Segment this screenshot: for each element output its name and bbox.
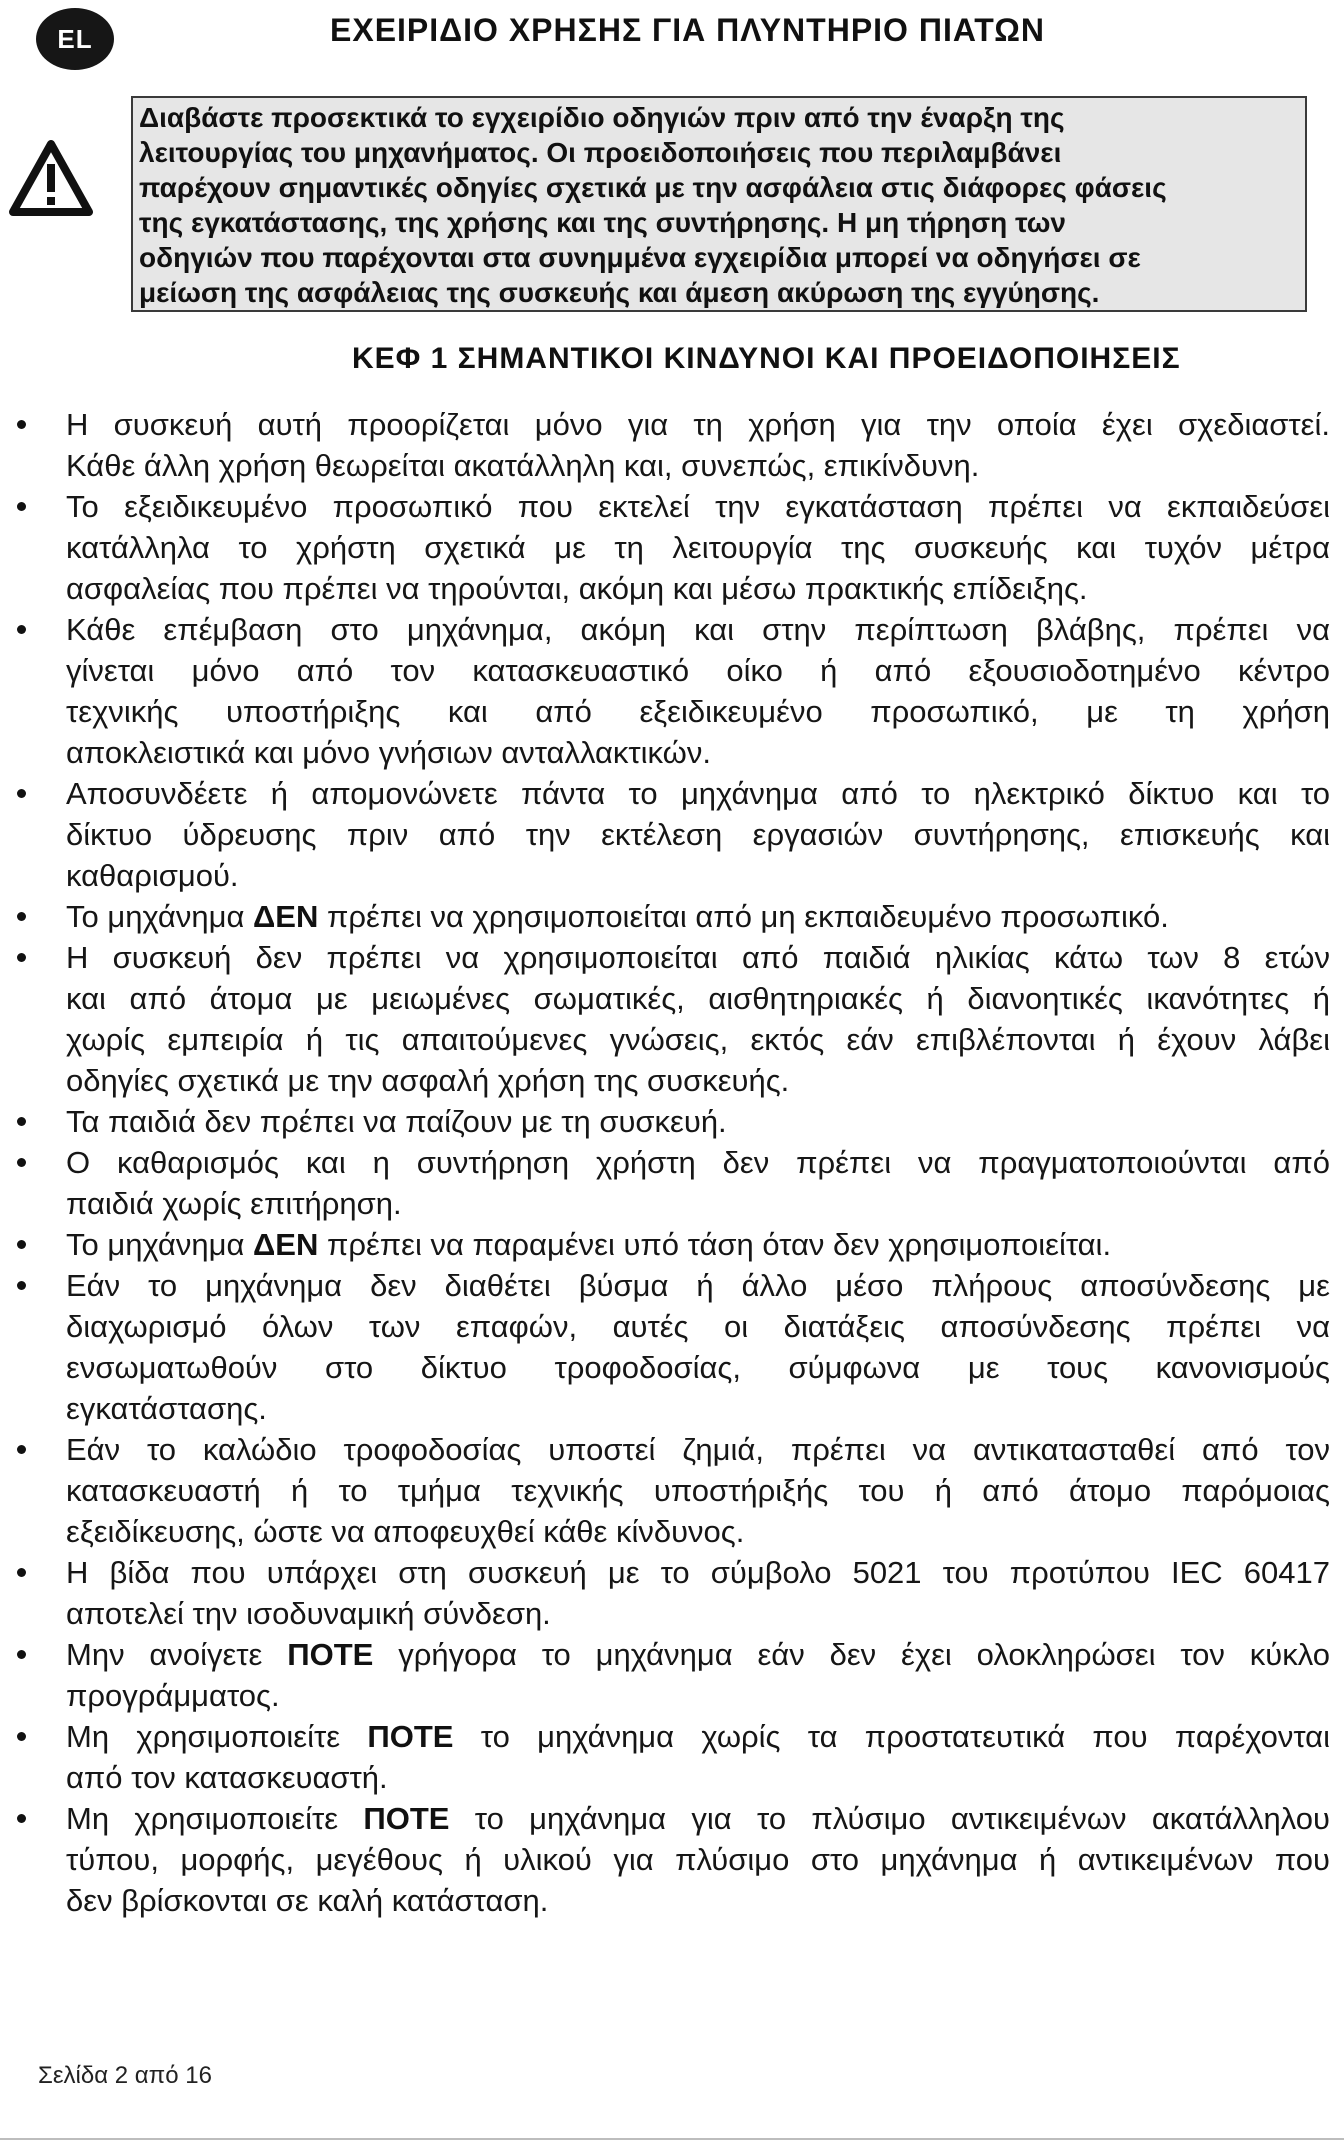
rule-line <box>66 1634 1330 1675</box>
rule-line <box>66 568 1330 609</box>
rule-text: Μη χρησιμοποιείτε <box>66 1801 364 1836</box>
rule-line <box>66 814 1330 855</box>
bullet-dot-icon <box>17 789 26 798</box>
rule-line <box>66 1839 1330 1880</box>
rule-item <box>0 1101 1344 1142</box>
rule-item <box>0 1142 1344 1224</box>
bullet-dot-icon <box>17 1240 26 1249</box>
bullet-dot-icon <box>17 1650 26 1659</box>
rule-item <box>0 486 1344 609</box>
rule-line <box>66 404 1330 445</box>
emphasis-text: ΠΟΤΕ <box>363 1801 450 1836</box>
rule-text: το μηχάνημα χωρίς τα προστατευτικά που παρέχονται <box>453 1719 1330 1754</box>
rule-text: χωρίς εμπειρία ή τις απαιτούμενες γνώσεις, εκτός εάν επιβλέπονται ή έχουν λάβει <box>66 1022 1330 1057</box>
language-badge <box>36 8 114 70</box>
bullet-dot-icon <box>17 912 26 921</box>
bullet-dot-icon <box>17 1814 26 1823</box>
rule-line <box>66 1716 1330 1757</box>
rule-text: Μη χρησιμοποιείτε <box>66 1719 368 1754</box>
bullet-dot-icon <box>17 1117 26 1126</box>
rule-item <box>0 1265 1344 1429</box>
rule-line <box>66 1757 1330 1798</box>
rule-line <box>66 1429 1330 1470</box>
warning-line: της εγκατάστασης, της χρήσης και της συντήρησης. Η μη τήρηση των <box>139 207 1067 238</box>
warning-line: Διαβάστε προσεκτικά το εγχειρίδιο οδηγιών πριν από την έναρξη της <box>139 102 1065 133</box>
rule-line <box>66 1306 1330 1347</box>
rule-item <box>0 937 1344 1101</box>
bullet-dot-icon <box>17 953 26 962</box>
rule-text: εγκατάστασης. <box>66 1391 267 1426</box>
rule-line <box>66 1347 1330 1388</box>
safety-warning-box <box>131 96 1307 312</box>
rule-text: προγράμματος. <box>66 1678 280 1713</box>
bullet-dot-icon <box>17 1568 26 1577</box>
rule-text: κατάλληλα το χρήστη σχετικά με τη λειτουργία της συσκευής και τυχόν μέτρα <box>66 530 1330 565</box>
rule-item <box>0 896 1344 937</box>
rule-text: Κάθε επέμβαση στο μηχάνημα, ακόμη και στην περίπτωση βλάβης, πρέπει να <box>66 612 1330 647</box>
rule-line <box>66 609 1330 650</box>
rule-line <box>66 1552 1330 1593</box>
rule-text: Κάθε άλλη χρήση θεωρείται ακατάλληλη και, συνεπώς, επικίνδυνη. <box>66 448 980 483</box>
document-title: ΕΧΕΙΡΙΔΙΟ ΧΡΗΣΗΣ ΓΙΑ ΠΛΥΝΤΗΡΙΟ ΠΙΑΤΩΝ <box>330 12 1046 48</box>
rule-text: Μην ανοίγετε <box>66 1637 288 1672</box>
rule-line <box>66 773 1330 814</box>
rule-line <box>66 1798 1330 1839</box>
rule-line <box>66 650 1330 691</box>
warning-line: οδηγιών που παρέχονται στα συνημμένα εγχειρίδια μπορεί να οδηγήσει σε <box>139 242 1141 273</box>
bullet-dot-icon <box>17 1445 26 1454</box>
rule-text: δίκτυο ύδρευσης πριν από την εκτέλεση εργασιών συντήρησης, επισκευής και <box>66 817 1330 852</box>
rule-text: Εάν το καλώδιο τροφοδοσίας υποστεί ζημιά, πρέπει να αντικατασταθεί από τον <box>66 1432 1330 1467</box>
rule-item <box>0 1634 1344 1716</box>
emphasis-text: ΔΕΝ <box>252 1227 319 1262</box>
rule-line <box>66 1183 1330 1224</box>
rule-line <box>66 855 1330 896</box>
bullet-dot-icon <box>17 420 26 429</box>
rule-text: Ο καθαρισμός και η συντήρηση χρήστη δεν πρέπει να πραγματοποιούνται από <box>66 1145 1330 1180</box>
rule-line <box>66 1675 1330 1716</box>
rule-line <box>66 527 1330 568</box>
rule-item <box>0 1552 1344 1634</box>
rule-text: Εάν το μηχάνημα δεν διαθέτει βύσμα ή άλλο μέσο πλήρους αποσύνδεσης με <box>66 1268 1330 1303</box>
emphasis-text: ΠΟΤΕ <box>287 1637 374 1672</box>
rule-item <box>0 1716 1344 1798</box>
rule-text: καθαρισμού. <box>66 858 239 893</box>
rule-line <box>66 1593 1330 1634</box>
rule-text: οδηγίες σχετικά με την ασφαλή χρήση της συσκευής. <box>66 1063 790 1098</box>
rule-text: τύπου, μορφής, μεγέθους ή υλικού για πλύσιμο στο μηχάνημα ή αντικειμένων που <box>66 1842 1330 1877</box>
emphasis-text: ΠΟΤΕ <box>367 1719 454 1754</box>
rule-item <box>0 1224 1344 1265</box>
rule-line <box>66 1019 1330 1060</box>
warning-line: μείωση της ασφάλειας της συσκευής και άμεση ακύρωση της εγγύησης. <box>139 277 1100 308</box>
rule-text: πρέπει να παραμένει υπό τάση όταν δεν χρησιμοποιείται. <box>318 1227 1112 1262</box>
bullet-dot-icon <box>17 625 26 634</box>
rule-line <box>66 1224 1330 1265</box>
rule-text: Το μηχάνημα <box>66 899 253 934</box>
bullet-dot-icon <box>17 1158 26 1167</box>
warning-line: παρέχουν σημαντικές οδηγίες σχετικά με την ασφάλεια στις διάφορες φάσεις <box>139 172 1167 203</box>
rule-item <box>0 1798 1344 1921</box>
rule-text: παιδιά χωρίς επιτήρηση. <box>66 1186 402 1221</box>
rule-line <box>66 1388 1330 1429</box>
rule-text: από τον κατασκευαστή. <box>66 1760 388 1795</box>
rule-text: ασφαλείας που πρέπει να τηρούνται, ακόμη και μέσω πρακτικής επίδειξης. <box>66 571 1088 606</box>
page-number: Σελίδα 2 από 16 <box>38 2062 212 2089</box>
rule-line <box>66 937 1330 978</box>
rule-text: Η βίδα που υπάρχει στη συσκευή με το σύμβολο 5021 του προτύπου IEC 60417 <box>66 1555 1330 1590</box>
rule-line <box>66 691 1330 732</box>
rule-text: Το εξειδικευμένο προσωπικό που εκτελεί την εγκατάσταση πρέπει να εκπαιδεύσει <box>66 489 1330 524</box>
rule-line <box>66 1470 1330 1511</box>
rule-text: και από άτομα με μειωμένες σωματικές, αισθητηριακές ή διανοητικές ικανότητες ή <box>66 981 1330 1016</box>
warning-line: λειτουργίας του μηχανήματος. Οι προειδοποιήσεις που περιλαμβάνει <box>139 137 1062 168</box>
rule-text: τεχνικής υποστήριξης και από εξειδικευμένο προσωπικό, με τη χρήση <box>66 694 1330 729</box>
rule-line <box>66 1142 1330 1183</box>
rule-line <box>66 1511 1330 1552</box>
rule-line <box>66 445 1330 486</box>
rule-text: γίνεται μόνο από τον κατασκευαστικό οίκο ή από εξουσιοδοτημένο κέντρο <box>66 653 1330 688</box>
rule-item <box>0 609 1344 773</box>
rule-text: Τα παιδιά δεν πρέπει να παίζουν με τη συσκευή. <box>66 1104 727 1139</box>
rule-item <box>0 404 1344 486</box>
emphasis-text: ΔΕΝ <box>252 899 319 934</box>
rule-text: δεν βρίσκονται σε καλή κατάσταση. <box>66 1883 549 1918</box>
bullet-dot-icon <box>17 1281 26 1290</box>
rule-item <box>0 1429 1344 1552</box>
rule-line <box>66 732 1330 773</box>
rule-text: γρήγορα το μηχάνημα εάν δεν έχει ολοκληρώσει τον κύκλο <box>373 1637 1330 1672</box>
rule-line <box>66 978 1330 1019</box>
rule-text: διαχωρισμό όλων των επαφών, αυτές οι διατάξεις αποσύνδεσης πρέπει να <box>66 1309 1330 1344</box>
rule-text: Η συσκευή αυτή προορίζεται μόνο για τη χρήση για την οποία έχει σχεδιαστεί. <box>66 407 1330 442</box>
bottom-divider <box>0 2138 1344 2140</box>
rule-text: πρέπει να χρησιμοποιείται από μη εκπαιδευμένο προσωπικό. <box>318 899 1169 934</box>
rule-text: Το μηχάνημα <box>66 1227 253 1262</box>
language-code: EL <box>57 23 93 54</box>
rule-line <box>66 1880 1330 1921</box>
rule-line <box>66 486 1330 527</box>
rule-text: αποτελεί την ισοδυναμική σύνδεση. <box>66 1596 551 1631</box>
rule-text: αποκλειστικά και μόνο γνήσιων ανταλλακτικών. <box>66 735 711 770</box>
rule-text: Η συσκευή δεν πρέπει να χρησιμοποιείται από παιδιά ηλικίας κάτω των 8 ετών <box>66 940 1330 975</box>
section-heading: ΚΕΦ 1 ΣΗΜΑΝΤΙΚΟΙ ΚΙΝΔΥΝΟΙ ΚΑΙ ΠΡΟΕΙΔΟΠΟΙΗΣΕΙΣ <box>352 342 1181 375</box>
rule-line <box>66 1060 1330 1101</box>
rule-text: κατασκευαστή ή το τμήμα τεχνικής υποστήριξής του ή από άτομο παρόμοιας <box>66 1473 1330 1508</box>
rule-text: το μηχάνημα για το πλύσιμο αντικειμένων ακατάλληλου <box>449 1801 1330 1836</box>
rule-line <box>66 1101 1330 1142</box>
bullet-dot-icon <box>17 502 26 511</box>
rule-item <box>0 773 1344 896</box>
rule-text: Αποσυνδέετε ή απομονώνετε πάντα το μηχάνημα από το ηλεκτρικό δίκτυο και το <box>66 776 1330 811</box>
rule-text: ενσωματωθούν στο δίκτυο τροφοδοσίας, σύμφωνα με τους κανονισμούς <box>66 1350 1330 1385</box>
rule-line <box>66 896 1330 937</box>
bullet-dot-icon <box>17 1732 26 1741</box>
rule-line <box>66 1265 1330 1306</box>
rule-text: εξειδίκευσης, ώστε να αποφευχθεί κάθε κίνδυνος. <box>66 1514 745 1549</box>
safety-rules-list <box>0 404 1344 1964</box>
warning-triangle-icon <box>8 138 94 218</box>
